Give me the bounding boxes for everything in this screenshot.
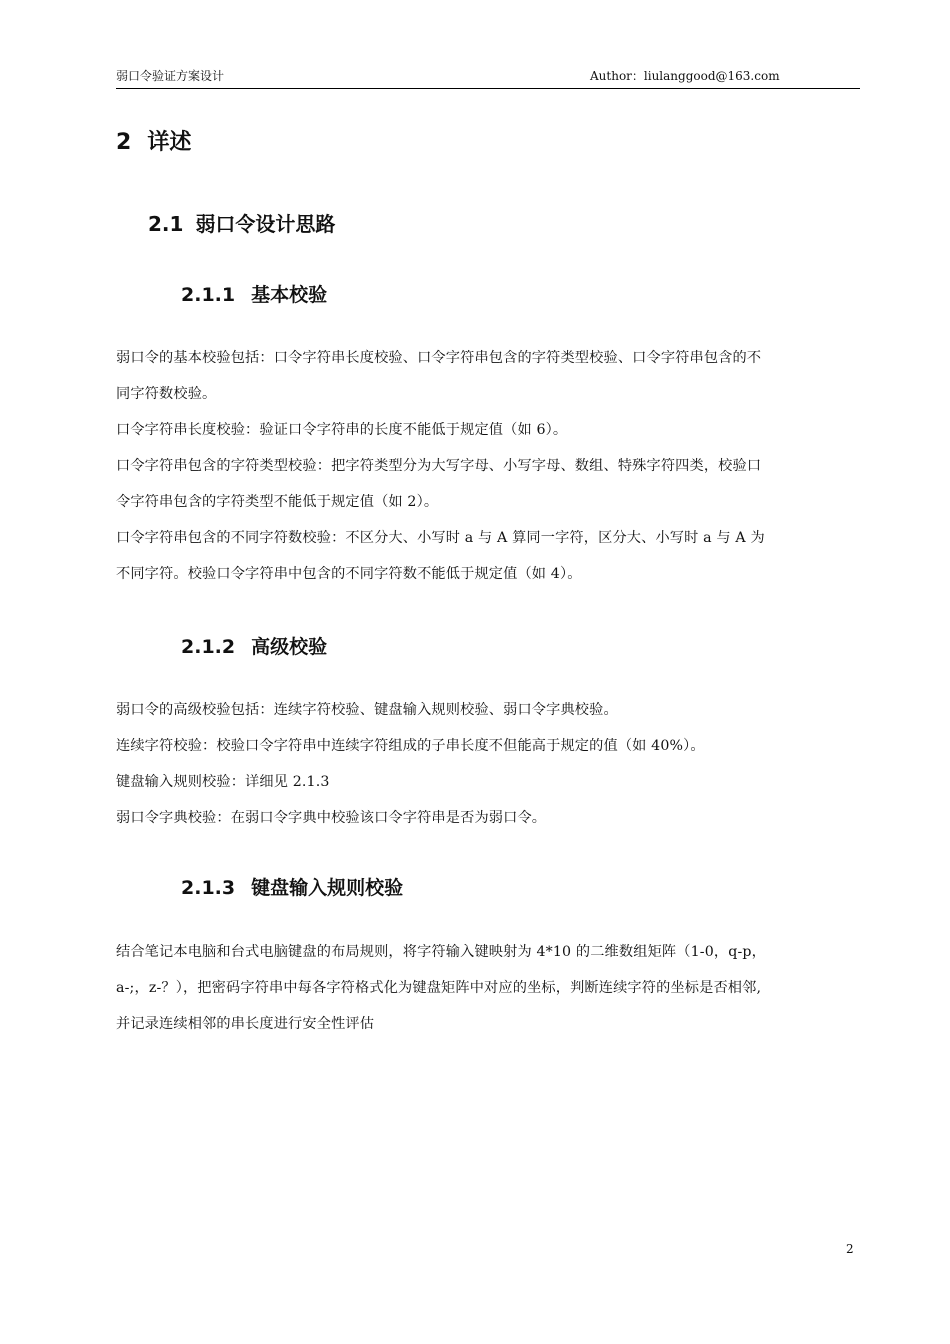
- heading-2-1-2: [181, 632, 327, 662]
- header-document-title: 弱口令验证方案设计: [116, 69, 225, 83]
- paragraph-line: 连续字符校验：校验口令字符串中连续字符组成的子串长度不但能高于规定的值（如 40%）。: [116, 738, 705, 754]
- paragraph-line: 不同字符。校验口令字符串中包含的不同字符数不能低于规定值（如 4）。: [116, 566, 582, 582]
- paragraph-line: 口令字符串包含的字符类型校验：把字符类型分为大写字母、小写字母、数组、特殊字符四类，校验口: [116, 458, 762, 474]
- paragraph-line: a-;，z-？），把密码字符串中每各字符格式化为键盘矩阵中对应的坐标，判断连续字符的坐标是否相邻,: [116, 980, 762, 996]
- paragraph-line: 弱口令的高级校验包括：连续字符校验、键盘输入规则校验、弱口令字典校验。: [116, 702, 618, 718]
- paragraph-line: 弱口令的基本校验包括：口令字符串长度校验、口令字符串包含的字符类型校验、口令字符串包含的不: [116, 350, 762, 366]
- paragraph-line: 并记录连续相邻的串长度进行安全性评估: [116, 1016, 375, 1032]
- paragraph-line: 键盘输入规则校验：详细见 2.1.3: [116, 774, 330, 790]
- paragraph-line: 同字符数校验。: [116, 386, 217, 402]
- heading-title: 基本校验: [251, 284, 328, 306]
- page-header: [116, 66, 860, 89]
- heading-number: 2.1.3: [181, 877, 236, 899]
- paragraph-line: 弱口令字典校验：在弱口令字典中校验该口令字符串是否为弱口令。: [116, 810, 547, 826]
- heading-number: 2.1.1: [181, 284, 236, 306]
- subsection-title: 弱口令设计思路: [195, 212, 336, 236]
- paragraph-line: 令字符串包含的字符类型不能低于规定值（如 2）。: [116, 494, 439, 510]
- keyboard-rule-paragraphs: [116, 934, 860, 1042]
- section-number: 2: [116, 130, 132, 155]
- paragraph-line: 口令字符串包含的不同字符数校验：不区分大、小写时 a 与 A 算同一字符，区分大、小写时 a 与 A 为: [116, 530, 765, 546]
- section-title: 详述: [147, 130, 192, 155]
- heading-title: 键盘输入规则校验: [251, 877, 404, 899]
- paragraph-line: 口令字符串长度校验：验证口令字符串的长度不能低于规定值（如 6）。: [116, 422, 568, 438]
- heading-2-1-1: [181, 280, 327, 310]
- heading-number: 2.1.2: [181, 636, 236, 658]
- section-heading: [116, 126, 191, 160]
- subsection-number: 2.1: [148, 212, 184, 236]
- heading-title: 高级校验: [251, 636, 328, 658]
- page-number: 2: [846, 1242, 854, 1256]
- paragraph-line: 结合笔记本电脑和台式电脑键盘的布局规则，将字符输入键映射为 4*10 的二维数组矩阵（1-0，q-p，: [116, 944, 766, 960]
- header-author: Author：liulanggood@163.com: [590, 69, 780, 83]
- basic-check-paragraphs: [116, 340, 860, 592]
- advanced-check-paragraphs: [116, 692, 860, 836]
- heading-2-1-3: [181, 873, 403, 903]
- subsection-heading: [148, 208, 335, 240]
